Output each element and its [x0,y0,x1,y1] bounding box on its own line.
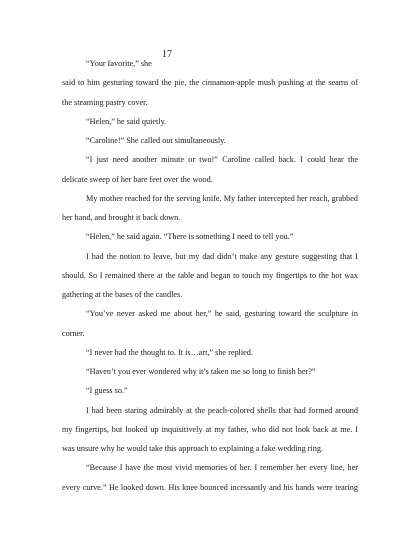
text-line: said to him gesturing toward the pie, the cinnamon-apple mush pushing at the seams of [62,78,358,87]
text-line: “Caroline!” She called out simultaneously. [86,136,226,145]
text-line: corner. [62,329,85,338]
text-line: I had been staring admirably at the peach-colored shells that had formed around [86,406,358,415]
text-line: was unsure why he would take this approach to explaining a fake wedding ring. [62,444,324,453]
text-line: her hand, and brought it back down. [62,213,181,222]
text-line: should. So I remained there at the table and began to touch my fingertips to the hot wax [62,271,358,280]
text-line: I had the notion to leave, but my dad didn’t make any gesture suggesting that I [86,252,358,261]
text-line: my fingertips, but looked up inquisitively at my father, who did not look back at me. I [62,425,358,434]
text-line: delicate sweep of her bare feet over the wood. [62,175,213,184]
text-line: “Haven’t you ever wondered why it’s taken me so long to finish her?” [86,367,316,376]
text-line: “I just need another minute or two!” Caroline called back. I could hear the [86,155,358,164]
text-line: the steaming pastry cover. [62,98,148,107]
text-line: “Because I have the most vivid memories of her. I remember her every line, her [86,463,358,472]
page-number: 17 [162,49,172,60]
text-line: “You’ve never asked me about her,” he said, gesturing toward the sculpture in [86,309,358,318]
text-line: every curve.” He looked down. His knee bounced incessantly and his hands were tearing [62,483,358,492]
text-line: “Your favorite,” she [86,59,152,68]
text-line: “Helen,” he said again. “There is something I need to tell you.” [86,232,294,241]
text-line: “Helen,” he said quietly. [86,117,167,126]
text-line: gathering at the bases of the candles. [62,290,183,299]
text-line: “I guess so.” [86,386,128,395]
text-line: My mother reached for the serving knife. My father intercepted her reach, grabbed [86,194,358,203]
text-line: “I never had the thought to. It is…art,” she replied. [86,348,253,357]
